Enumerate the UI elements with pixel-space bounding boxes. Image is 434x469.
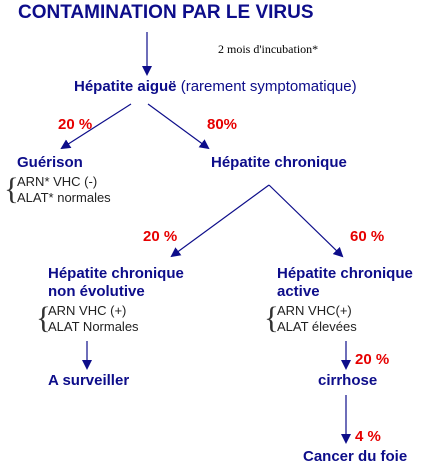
pct-cancer: 4 % (355, 428, 381, 445)
non-evolutive-details (48, 303, 139, 335)
arrow-chronic-to-non-evolutive (172, 185, 269, 256)
acute-hepatitis-label: Hépatite aiguë (74, 78, 177, 95)
pct-cirrhose: 20 % (355, 351, 390, 368)
diagram-title: CONTAMINATION PAR LE VIRUS (18, 2, 314, 23)
guerison-brace: { (4, 171, 19, 206)
guerison-details (17, 174, 111, 206)
active-detail-alat: ALAT élevées (277, 319, 357, 334)
cancer-label: Cancer du foie (303, 448, 408, 465)
pct-non-evolutive: 20 % (143, 228, 178, 245)
non-evolutive-node (48, 265, 184, 301)
surveiller-label: A surveiller (48, 372, 130, 389)
active-node (277, 265, 413, 301)
non-evolutive-label-line1: Hépatite chronique (48, 265, 184, 282)
arrow-acute-to-chronic (148, 104, 208, 148)
guerison-label: Guérison (17, 154, 83, 171)
non-evolutive-detail-arn: ARN VHC (+) (48, 303, 127, 318)
active-brace: { (264, 300, 279, 335)
cirrhose-label: cirrhose (318, 372, 378, 389)
non-evolutive-brace: { (36, 300, 51, 335)
active-label-line2: active (277, 283, 320, 300)
active-details (277, 303, 357, 335)
chronic-hepatitis-label: Hépatite chronique (211, 154, 347, 171)
active-detail-arn: ARN VHC(+) (277, 303, 352, 318)
arrow-chronic-to-active (269, 185, 342, 256)
guerison-detail-alat: ALAT* normales (17, 190, 111, 205)
incubation-note: 2 mois d'incubation* (218, 42, 319, 56)
acute-hepatitis-subtitle: (rarement symptomatique) (180, 78, 357, 95)
pct-guerison: 20 % (58, 116, 93, 133)
non-evolutive-label-line2: non évolutive (48, 283, 145, 300)
acute-hepatitis-node (74, 78, 357, 95)
pct-active: 60 % (350, 228, 385, 245)
guerison-detail-arn: ARN* VHC (-) (17, 174, 98, 189)
active-label-line1: Hépatite chronique (277, 265, 413, 282)
pct-chronic: 80% (207, 116, 238, 133)
non-evolutive-detail-alat: ALAT Normales (48, 319, 139, 334)
